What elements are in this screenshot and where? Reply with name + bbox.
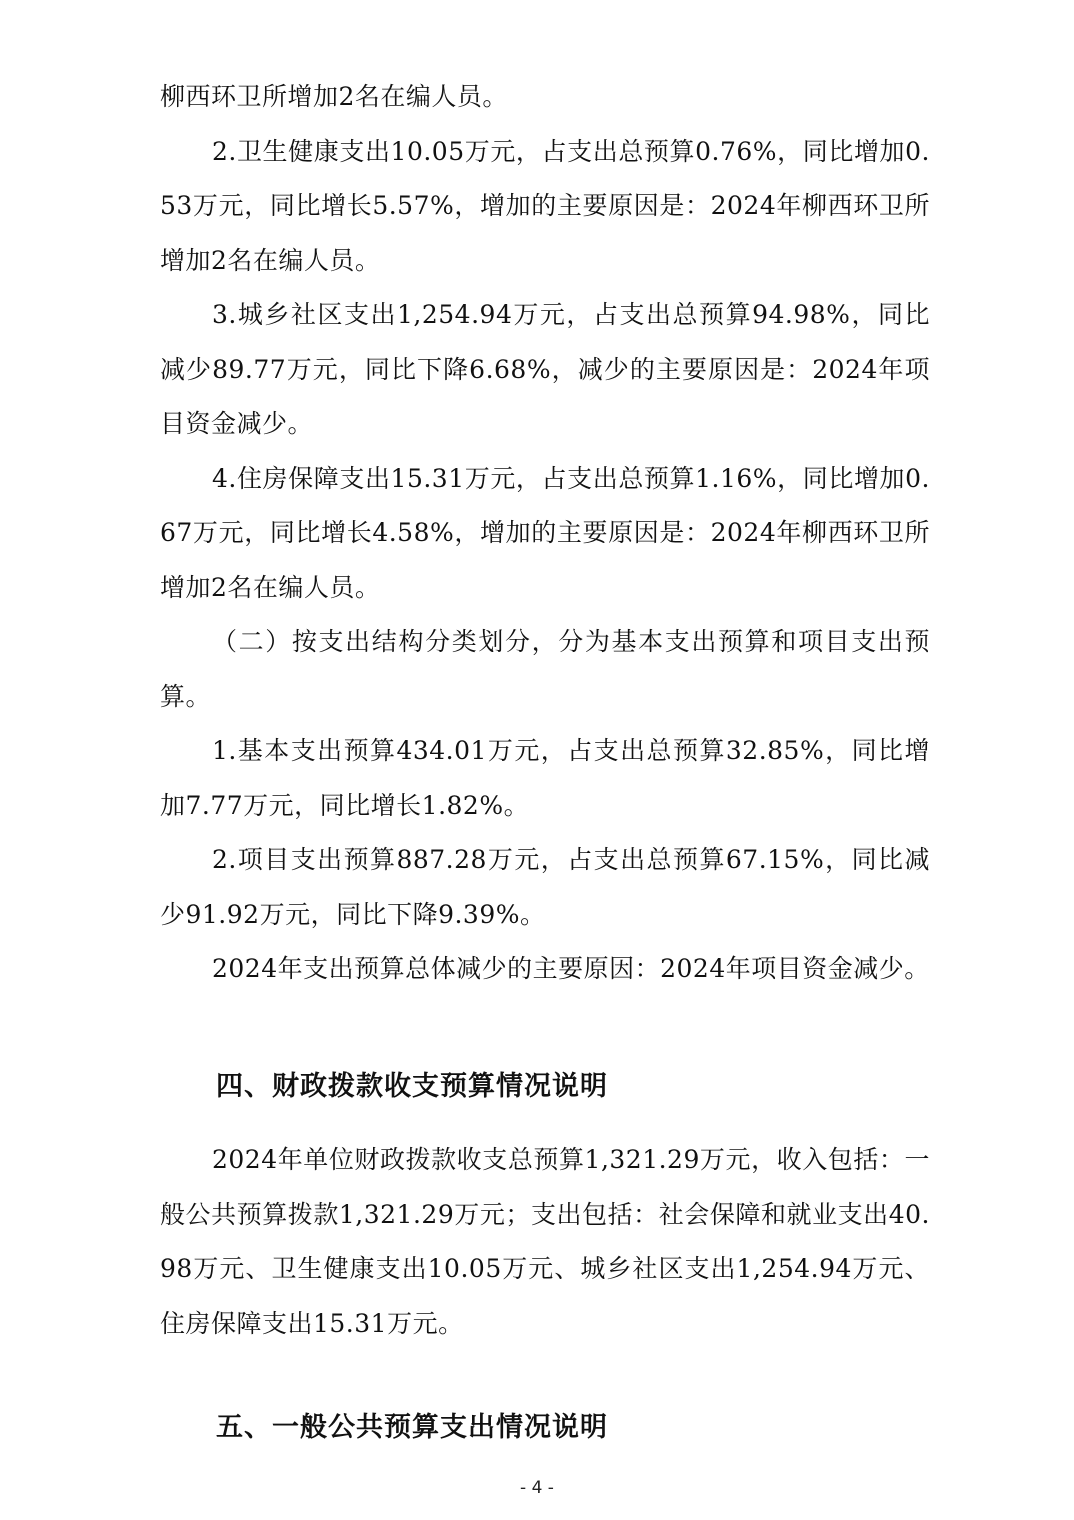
paragraph-project-expenditure: 2.项目支出预算887.28万元，占支出总预算67.15%，同比减少91.92万元，同比下降9.39%。 — [160, 845, 930, 929]
body-text-top — [160, 70, 930, 997]
paragraph-health-expenditure: 2.卫生健康支出10.05万元，占支出总预算0.76%，同比增加0.53万元，同比增长5.57%，增加的主要原因是：2024年柳西环卫所增加2名在编人员。 — [160, 136, 930, 275]
paragraph-basic-expenditure: 1.基本支出预算434.01万元，占支出总预算32.85%，同比增加7.77万元，同比增长1.82%。 — [160, 736, 930, 820]
paragraph-structure-classification: （二）按支出结构分类划分，分为基本支出预算和项目支出预算。 — [160, 627, 930, 711]
paragraph-housing-expenditure: 4.住房保障支出15.31万元，占支出总预算1.16%，同比增加0.67万元，同比增长4.58%，增加的主要原因是：2024年柳西环卫所增加2名在编人员。 — [160, 463, 930, 602]
paragraph-urban-rural-expenditure: 3.城乡社区支出1,254.94万元，占支出总预算94.98%，同比减少89.77万元，同比下降6.68%，减少的主要原因是：2024年项目资金减少。 — [160, 300, 930, 438]
section-heading-5: 五、一般公共预算支出情况说明 — [216, 1412, 608, 1443]
section-4-body — [160, 1133, 930, 1351]
paragraph-fiscal-allocation: 2024年单位财政拨款收支总预算1,321.29万元，收入包括：一般公共预算拨款1,321.29万元；支出包括：社会保障和就业支出40.98万元、卫生健康支出10.05万元、城乡社区支出1,254.94万元、住房保障支出15.31万元。 — [160, 1145, 930, 1338]
paragraph-continuation: 柳西环卫所增加2名在编人员。 — [160, 82, 508, 111]
section-heading-4: 四、财政拨款收支预算情况说明 — [216, 1071, 608, 1102]
paragraph-decrease-reason: 2024年支出预算总体减少的主要原因：2024年项目资金减少。 — [212, 954, 930, 983]
page-number: - 4 - — [520, 1478, 554, 1498]
